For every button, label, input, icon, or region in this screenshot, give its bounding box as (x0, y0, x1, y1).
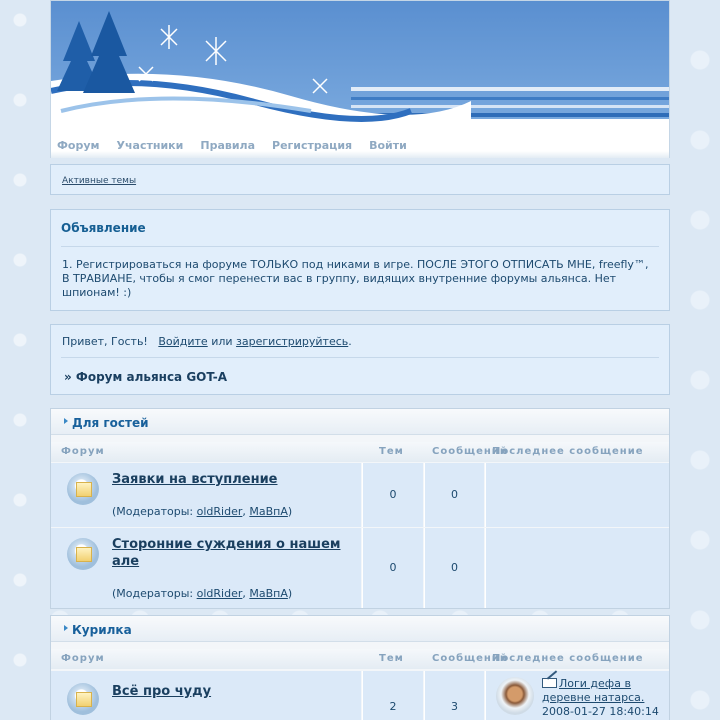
user-avatar[interactable] (496, 677, 534, 715)
col-topics: Тем (379, 653, 404, 664)
period-text: . (348, 335, 352, 348)
col-posts: Сообщений (432, 446, 508, 457)
moderators: (Модераторы: oldRider, МаВпА) (112, 505, 293, 518)
col-posts: Сообщений (432, 653, 508, 664)
topics-count: 0 (389, 561, 397, 574)
forum-title-link[interactable]: Заявки на вступление (112, 472, 278, 487)
moderators-end: ) (287, 505, 293, 518)
announcement-panel (50, 209, 670, 311)
breadcrumb: » Форум альянса GOT-A (64, 370, 228, 384)
column-headers (51, 649, 669, 669)
announcement-title: Объявление (61, 221, 146, 235)
forum-cell (51, 528, 361, 608)
divider (61, 246, 659, 247)
main-menu (57, 139, 424, 152)
moderators-label: (Модераторы: (112, 587, 194, 600)
category-guests (50, 408, 670, 609)
moderator-link[interactable]: oldRider (196, 587, 243, 600)
greeting-line (62, 335, 352, 348)
forum-cell (51, 671, 361, 720)
menu-forum-link[interactable]: Форум (57, 139, 100, 152)
col-last-post: Последнее сообщение (492, 446, 644, 457)
posts-count: 0 (451, 488, 458, 501)
col-topics: Тем (379, 446, 404, 457)
triangle-right-icon (64, 418, 68, 424)
moderators-label: (Модераторы: (112, 505, 194, 518)
topics-count: 2 (389, 700, 397, 713)
posts-cell (424, 671, 484, 720)
triangle-right-icon (64, 625, 68, 631)
last-post-cell (485, 528, 669, 608)
col-forum: Форум (61, 446, 105, 457)
forum-title-link[interactable]: Всё про чуду (112, 684, 212, 699)
new-post-icon (542, 678, 557, 688)
moderator-link[interactable]: МаВпА (249, 587, 288, 600)
category-smoking-room (50, 615, 670, 720)
last-post-date: 2008-01-27 18:40:14 (542, 705, 659, 718)
col-forum: Форум (61, 653, 105, 664)
category-title-link[interactable]: Курилка (72, 623, 132, 637)
forum-row (51, 528, 669, 608)
column-headers (51, 442, 669, 462)
forum-folder-icon (67, 683, 99, 715)
topics-cell (362, 528, 423, 608)
divider (61, 357, 659, 358)
greeting-text: Привет, Гость! (62, 335, 148, 348)
col-last-post: Последнее сообщение (492, 653, 644, 664)
forum-folder-icon (67, 473, 99, 505)
forum-row (51, 463, 669, 527)
forum-title-link[interactable]: Сторонние суждения о нашем але (112, 537, 341, 569)
menu-users-link[interactable]: Участники (116, 139, 184, 152)
posts-cell (424, 463, 484, 527)
header-banner (51, 1, 669, 125)
register-link[interactable]: зарегистрируйтесь (236, 335, 349, 348)
active-topics-link[interactable]: Активные темы (62, 176, 137, 186)
category-title-link[interactable]: Для гостей (72, 416, 149, 430)
announcement-text: 1. Регистрироваться на форуме ТОЛЬКО под никами в игре. ПОСЛЕ ЭТОГО ОТПИСАТЬ МНЕ, freefly™, В ТРАВИАНЕ, чтобы я смог перенести вас в группу, видящих внутренние форумы альянса. Нет шпионам! :) (62, 258, 649, 299)
moderator-link[interactable]: oldRider (196, 505, 243, 518)
nav-links-panel (50, 164, 670, 195)
header-shade (51, 151, 669, 158)
topics-cell (362, 463, 423, 527)
forum-folder-icon (67, 538, 99, 570)
posts-count: 3 (451, 700, 458, 713)
forum-row (51, 671, 669, 720)
login-link[interactable]: Войдите (158, 335, 208, 348)
topics-cell (362, 671, 423, 720)
category-header (51, 616, 669, 642)
category-header (51, 409, 669, 435)
menu-rules-link[interactable]: Правила (200, 139, 256, 152)
or-text: или (211, 335, 233, 348)
posts-cell (424, 528, 484, 608)
last-post-link[interactable]: Логи дефа в деревне натарса. (542, 677, 645, 704)
moderator-link[interactable]: МаВпА (249, 505, 288, 518)
last-post-cell (485, 463, 669, 527)
moderators-end: ) (287, 587, 293, 600)
topics-count: 0 (389, 488, 397, 501)
menu-register-link[interactable]: Регистрация (272, 139, 353, 152)
welcome-panel (50, 324, 670, 395)
moderators: (Модераторы: oldRider, МаВпА) (112, 587, 293, 600)
forum-cell (51, 463, 361, 527)
last-post-info (542, 677, 670, 719)
last-post-cell (485, 671, 669, 720)
site-header (50, 0, 670, 158)
menu-login-link[interactable]: Войти (369, 139, 407, 152)
posts-count: 0 (451, 561, 458, 574)
